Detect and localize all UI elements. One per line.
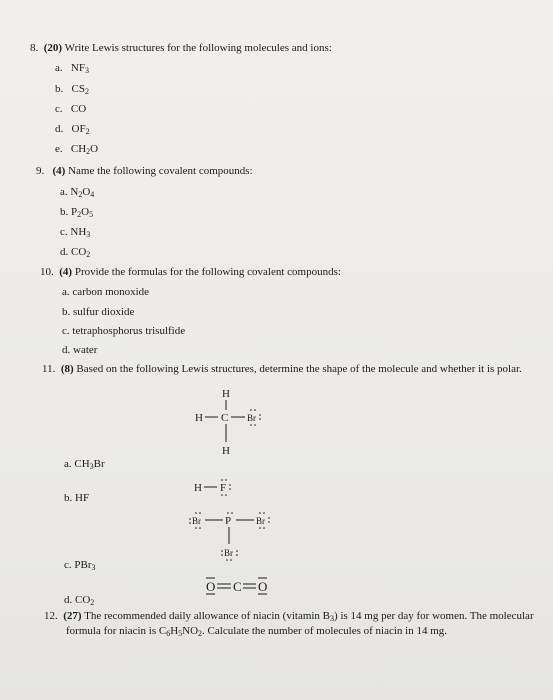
formula-subscript: 3 (330, 614, 335, 623)
lone-pair-dot (227, 512, 229, 514)
item-label: d. (64, 594, 73, 606)
formula-part: CO (75, 594, 91, 606)
lone-pair-dot (250, 424, 252, 426)
formula-subscript: 4 (90, 190, 95, 199)
formula-subscript: 2 (85, 127, 90, 136)
item-label: a. (62, 286, 70, 298)
lone-pair-dot (226, 559, 228, 561)
question-points: (20) (43, 42, 63, 54)
atom-p: P (225, 515, 232, 527)
lone-pair-dot (254, 409, 256, 411)
formula-part: CH (70, 143, 87, 155)
question-prompt: . Calculate the number of molecules of niacin in 14 mg. (202, 625, 448, 637)
lone-pair-dot (189, 522, 191, 524)
question-points: (4) (59, 266, 73, 278)
question-prompt: The recommended daily allowance of niacin (vitamin B (84, 610, 331, 622)
formula-subscript: 2 (78, 190, 83, 199)
formula-part: N (70, 186, 79, 198)
item-label: d. (55, 123, 64, 135)
lone-pair-dot (225, 479, 227, 481)
lone-pair-dot (229, 488, 231, 490)
lone-pair-dot (263, 527, 265, 529)
atom-o-left: O (206, 579, 216, 594)
item-label: b. (62, 306, 71, 318)
item-label: c. (55, 103, 63, 115)
lone-pair-dot (259, 418, 261, 420)
formula-subscript: 6 (166, 629, 171, 638)
item-label: b. (60, 206, 69, 218)
formula-subscript: 3 (86, 230, 91, 239)
lone-pair-dot (221, 494, 223, 496)
lone-pair-dot (221, 550, 223, 552)
question-points: (27) (63, 610, 82, 622)
lone-pair-dot (250, 409, 252, 411)
lone-pair-dot (263, 512, 265, 514)
formula-subscript: 2 (84, 87, 89, 96)
atom-h: H (194, 482, 202, 494)
question-number: 8. (30, 42, 39, 54)
question-prompt: ) is 14 mg per day for women. The molecular (334, 610, 534, 622)
formula-part: O (90, 143, 99, 155)
formula-part: H (170, 625, 179, 637)
atom-br-left: Br (192, 516, 201, 526)
formula-part: CO (70, 103, 87, 115)
question-number: 12. (44, 610, 58, 622)
atom-h-left: H (195, 412, 203, 424)
formula-part: O (82, 186, 91, 198)
formula-subscript: 5 (89, 210, 94, 219)
atom-br: Br (247, 413, 256, 423)
formula-subscript: 3 (89, 462, 94, 471)
formula-part: O (81, 206, 90, 218)
formula-part: HF (75, 492, 90, 504)
lone-pair-dot (199, 512, 201, 514)
compound-name: carbon monoxide (72, 286, 150, 298)
lone-pair-dot (231, 512, 233, 514)
lone-pair-dot (221, 554, 223, 556)
lone-pair-dot (225, 494, 227, 496)
formula-subscript: 2 (77, 210, 82, 219)
formula-part: OF (71, 123, 86, 135)
atom-f: F (220, 482, 227, 494)
formula-part: Br (93, 458, 105, 470)
formula-part: CO (71, 246, 87, 258)
compound-name: tetraphosphorus trisulfide (72, 325, 186, 337)
atom-c: C (221, 412, 229, 424)
question-number: 9. (36, 165, 45, 177)
atom-o-right: O (258, 579, 268, 594)
formula-subscript: 2 (86, 147, 91, 156)
formula-subscript: 2 (198, 629, 203, 638)
formula-subscript: 2 (86, 250, 91, 259)
item-label: c. (60, 226, 68, 238)
lewis-hf (194, 479, 231, 496)
lone-pair-dot (189, 518, 191, 520)
lone-pair-dot (268, 521, 270, 523)
question-12-line2 (66, 625, 447, 640)
lone-pair-dot (236, 550, 238, 552)
lewis-pbr3 (189, 512, 270, 561)
atom-br-bottom: Br (224, 548, 233, 558)
question-prompt: Write Lewis structures for the following molecules and ions: (64, 42, 332, 54)
formula-part: P (71, 206, 78, 218)
formula-part: NH (70, 226, 87, 238)
formula-part: CH (74, 458, 90, 470)
question-points: (4) (52, 165, 66, 177)
lone-pair-dot (259, 414, 261, 416)
lone-pair-dot (259, 527, 261, 529)
formula-subscript: 3 (91, 563, 96, 572)
lewis-ch3br (195, 388, 261, 457)
atom-h-top: H (222, 388, 230, 400)
lone-pair-dot (268, 517, 270, 519)
formula-part: PBr (74, 559, 92, 571)
item-label: b. (64, 492, 73, 504)
atom-h-bottom: H (222, 445, 230, 457)
item-label: b. (55, 83, 64, 95)
lone-pair-dot (221, 479, 223, 481)
question-12-line1 (44, 610, 534, 625)
question-points: (8) (60, 363, 74, 375)
atom-br-right: Br (256, 516, 265, 526)
compound-name: water (73, 344, 98, 356)
lewis-co2 (206, 578, 267, 594)
question-prompt: Based on the following Lewis structures, determine the shape of the molecule and whether it is polar. (76, 363, 522, 375)
question-prompt: formula for niacin is C (66, 625, 167, 637)
lone-pair-dot (259, 512, 261, 514)
question-prompt: Provide the formulas for the following covalent compounds: (74, 266, 341, 278)
question-number: 11. (42, 363, 56, 375)
formula-part: NO (182, 625, 199, 637)
lone-pair-dot (236, 554, 238, 556)
item-label: c. (62, 325, 70, 337)
question-number: 10. (40, 266, 54, 278)
item-label: e. (55, 143, 63, 155)
item-label: d. (60, 246, 69, 258)
formula-part: CS (71, 83, 85, 95)
lone-pair-dot (195, 527, 197, 529)
item-label: a. (60, 186, 68, 198)
item-label: a. (55, 62, 63, 74)
lone-pair-dot (195, 512, 197, 514)
item-label: d. (62, 344, 71, 356)
formula-subscript: 3 (84, 66, 89, 75)
lone-pair-dot (199, 527, 201, 529)
compound-name: sulfur dioxide (73, 306, 135, 318)
formula-subscript: 2 (90, 598, 95, 607)
atom-c: C (233, 579, 242, 594)
lone-pair-dot (230, 559, 232, 561)
formula-subscript: 5 (178, 629, 183, 638)
lone-pair-dot (229, 484, 231, 486)
lone-pair-dot (254, 424, 256, 426)
question-prompt: Name the following covalent compounds: (68, 165, 253, 177)
item-label: c. (64, 559, 72, 571)
formula-part: NF (70, 62, 85, 74)
item-label: a. (64, 458, 72, 470)
